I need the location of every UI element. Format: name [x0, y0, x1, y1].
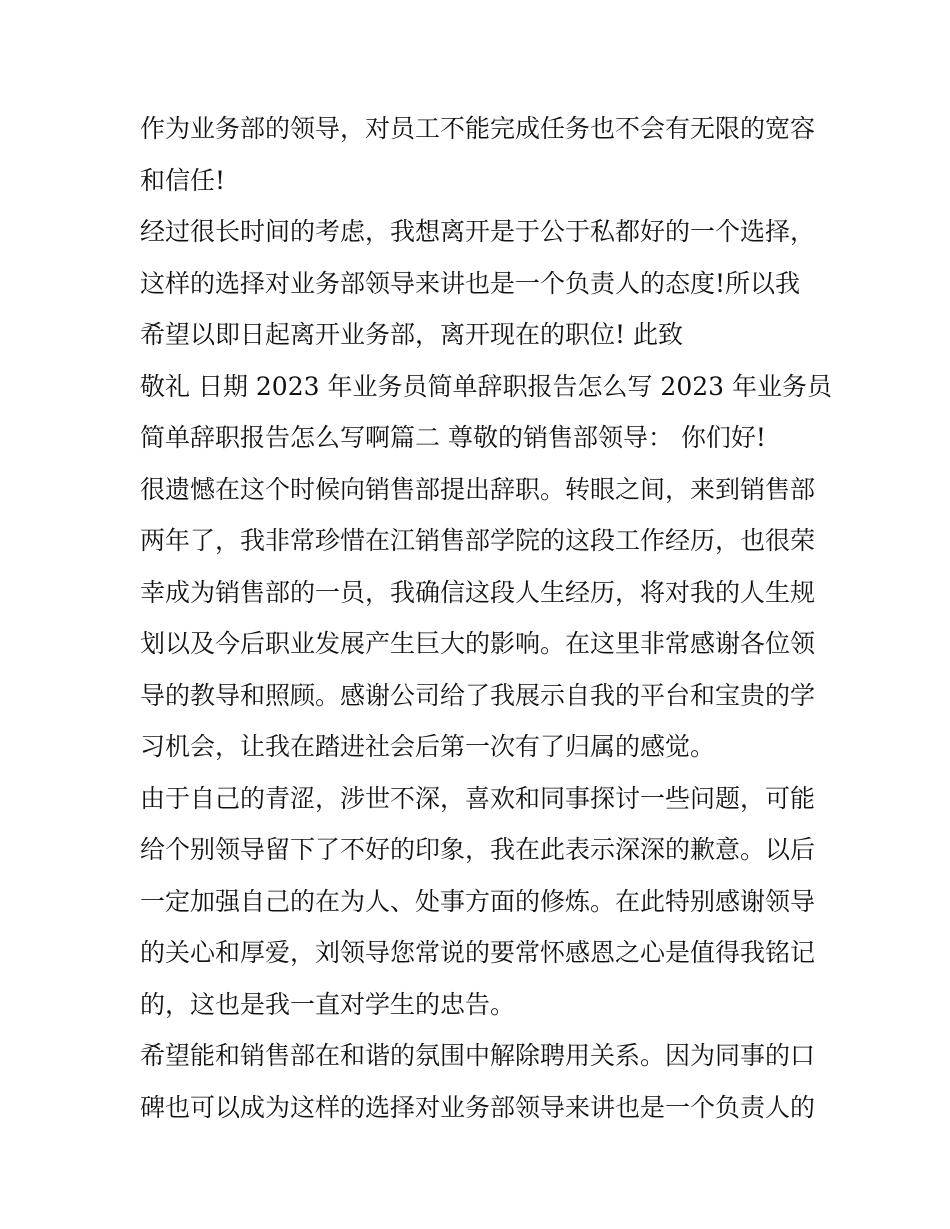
text-line: 由于自己的青涩，涉世不深，喜欢和同事探讨一些问题，可能	[140, 783, 816, 813]
text-line: 的，这也是我一直对学生的忠告。	[140, 989, 516, 1019]
text-line: 幸成为销售部的一员，我确信这段人生经历，将对我的人生规	[140, 577, 816, 607]
text-line: 这样的选择对业务部领导来讲也是一个负责人的态度!所以我	[140, 268, 801, 298]
text-line: 的关心和厚爱，刘领导您常说的要常怀感恩之心是值得我铭记	[140, 938, 816, 967]
text-line: 希望能和销售部在和谐的氛围中解除聘用关系。因为同事的口	[140, 1041, 816, 1070]
text-line: 经过很长时间的考虑，我想离开是于公于私都好的一个选择，	[140, 217, 816, 246]
text-line: 简单辞职报告怎么写啊篇二 尊敬的销售部领导： 你们好!	[140, 423, 766, 452]
document-body	[140, 103, 832, 1133]
text-line: 和信任!	[140, 165, 226, 195]
text-line: 希望以即日起离开业务部，离开现在的职位! 此致	[140, 320, 683, 349]
text-line: 给个别领导留下了不好的印象，我在此表示深深的歉意。以后	[140, 835, 816, 864]
text-line: 划以及今后职业发展产生巨大的影响。在这里非常感谢各位领	[140, 629, 816, 658]
text-line: 习机会，让我在踏进社会后第一次有了归属的感觉。	[140, 732, 716, 761]
text-line: 导的教导和照顾。感谢公司给了我展示自我的平台和宝贵的学	[140, 680, 816, 710]
text-line: 敬礼 日期 2023 年业务员简单辞职报告怎么写 2023 年业务员	[140, 371, 832, 401]
text-line: 碑也可以成为这样的选择对业务部领导来讲也是一个负责人的	[140, 1092, 816, 1122]
text-line: 作为业务部的领导，对员工不能完成任务也不会有无限的宽容	[140, 114, 816, 143]
text-line: 一定加强自己的在为人、处事方面的修炼。在此特别感谢领导	[140, 886, 816, 916]
text-line: 很遗憾在这个时候向销售部提出辞职。转眼之间，来到销售部	[140, 474, 816, 504]
text-line: 两年了，我非常珍惜在江销售部学院的这段工作经历，也很荣	[140, 526, 816, 555]
